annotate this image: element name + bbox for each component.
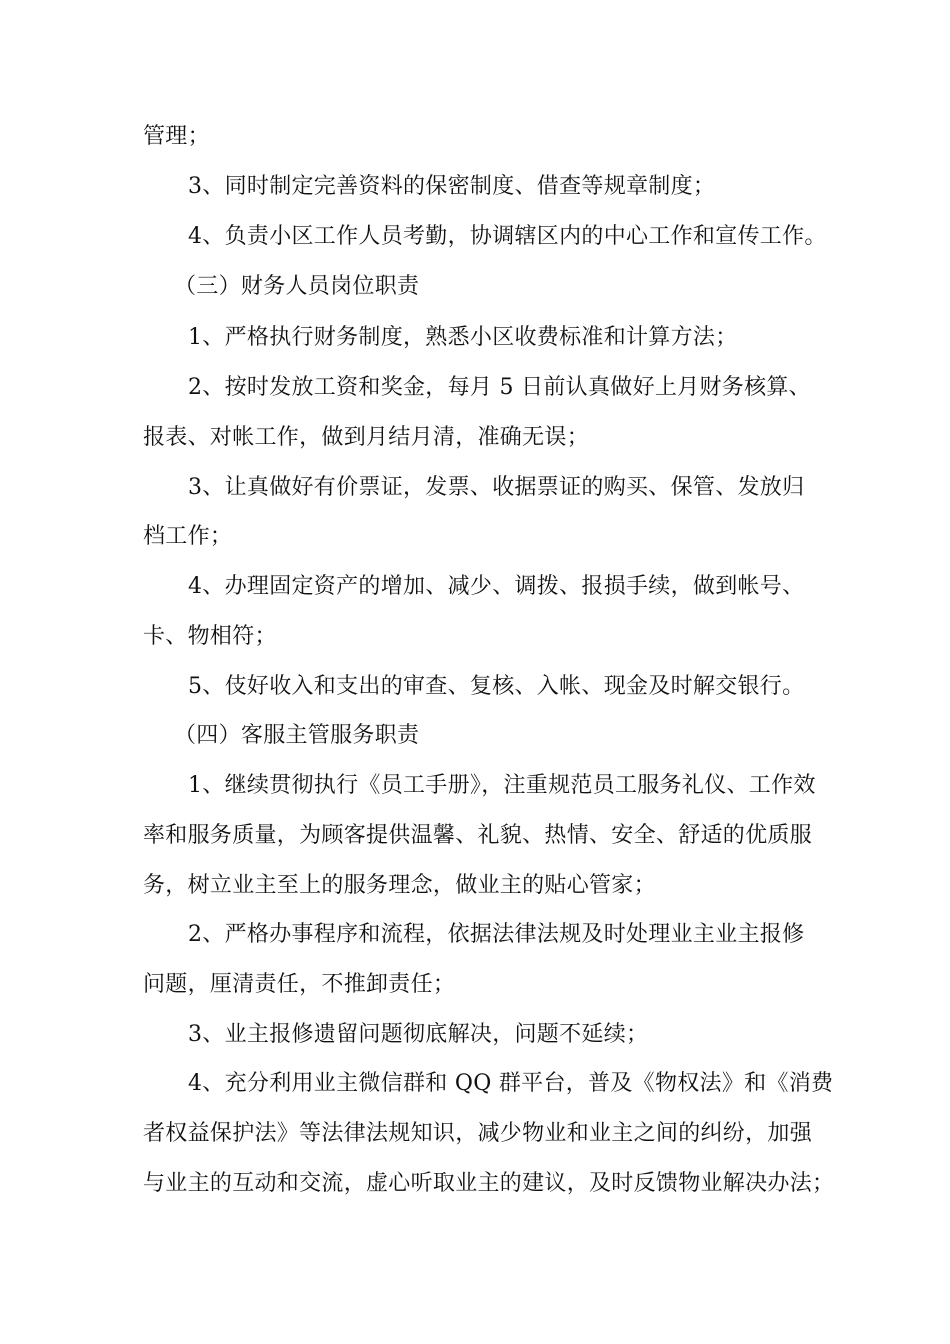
text-line: 2、按时发放工资和奖金，每月 5 日前认真做好上月财务核算、 bbox=[188, 375, 811, 400]
text-line: 2、严格办事程序和流程，依据法律法规及时处理业主业主报修 bbox=[188, 922, 805, 947]
text-line: 问题，厘清责任，不推卸责任； bbox=[143, 972, 456, 997]
text-line: 3、同时制定完善资料的保密制度、借查等规章制度； bbox=[188, 174, 716, 199]
text-line: 4、办理固定资产的增加、减少、调拨、报损手续，做到帐号、 bbox=[188, 574, 805, 599]
text-line: 与业主的互动和交流，虚心听取业主的建议，及时反馈物业解决办法； bbox=[143, 1171, 835, 1196]
text-line: 1、严格执行财务制度，熟悉小区收费标准和计算方法； bbox=[188, 325, 738, 350]
text-line: 5、伎好收入和支出的审查、复核、入帐、现金及时解交银行。 bbox=[188, 674, 805, 699]
text-line: 率和服务质量，为顾客提供温馨、礼貌、热情、安全、舒适的优质服 bbox=[143, 823, 813, 848]
text-line: 报表、对帐工作，做到月结月清，准确无误； bbox=[143, 425, 590, 450]
text-line: 管理； bbox=[143, 124, 210, 149]
text-line: 3、业主报修遗留问题彻底解决，问题不延续； bbox=[188, 1022, 649, 1047]
section-heading: （四）客服主管服务职责 bbox=[174, 723, 420, 748]
text-line: 4、负责小区工作人员考勤，协调辖区内的中心工作和宣传工作。 bbox=[188, 224, 827, 249]
section-heading: （三）财务人员岗位职责 bbox=[174, 274, 420, 299]
text-line: 卡、物相符； bbox=[143, 624, 277, 649]
text-line: 1、继续贯彻执行《员工手册》，注重规范员工服务礼仪、工作效 bbox=[188, 773, 816, 798]
text-line: 务，树立业主至上的服务理念，做业主的贴心管家； bbox=[143, 873, 656, 898]
text-line: 3、让真做好有价票证，发票、收据票证的购买、保管、发放归 bbox=[188, 475, 805, 500]
text-line: 者权益保护法》等法律法规知识，减少物业和业主之间的纠纷，加强 bbox=[143, 1121, 813, 1146]
text-line: 4、充分利用业主微信群和 QQ 群平台，普及《物权法》和《消费 bbox=[188, 1071, 834, 1096]
text-line: 档工作； bbox=[143, 524, 233, 549]
